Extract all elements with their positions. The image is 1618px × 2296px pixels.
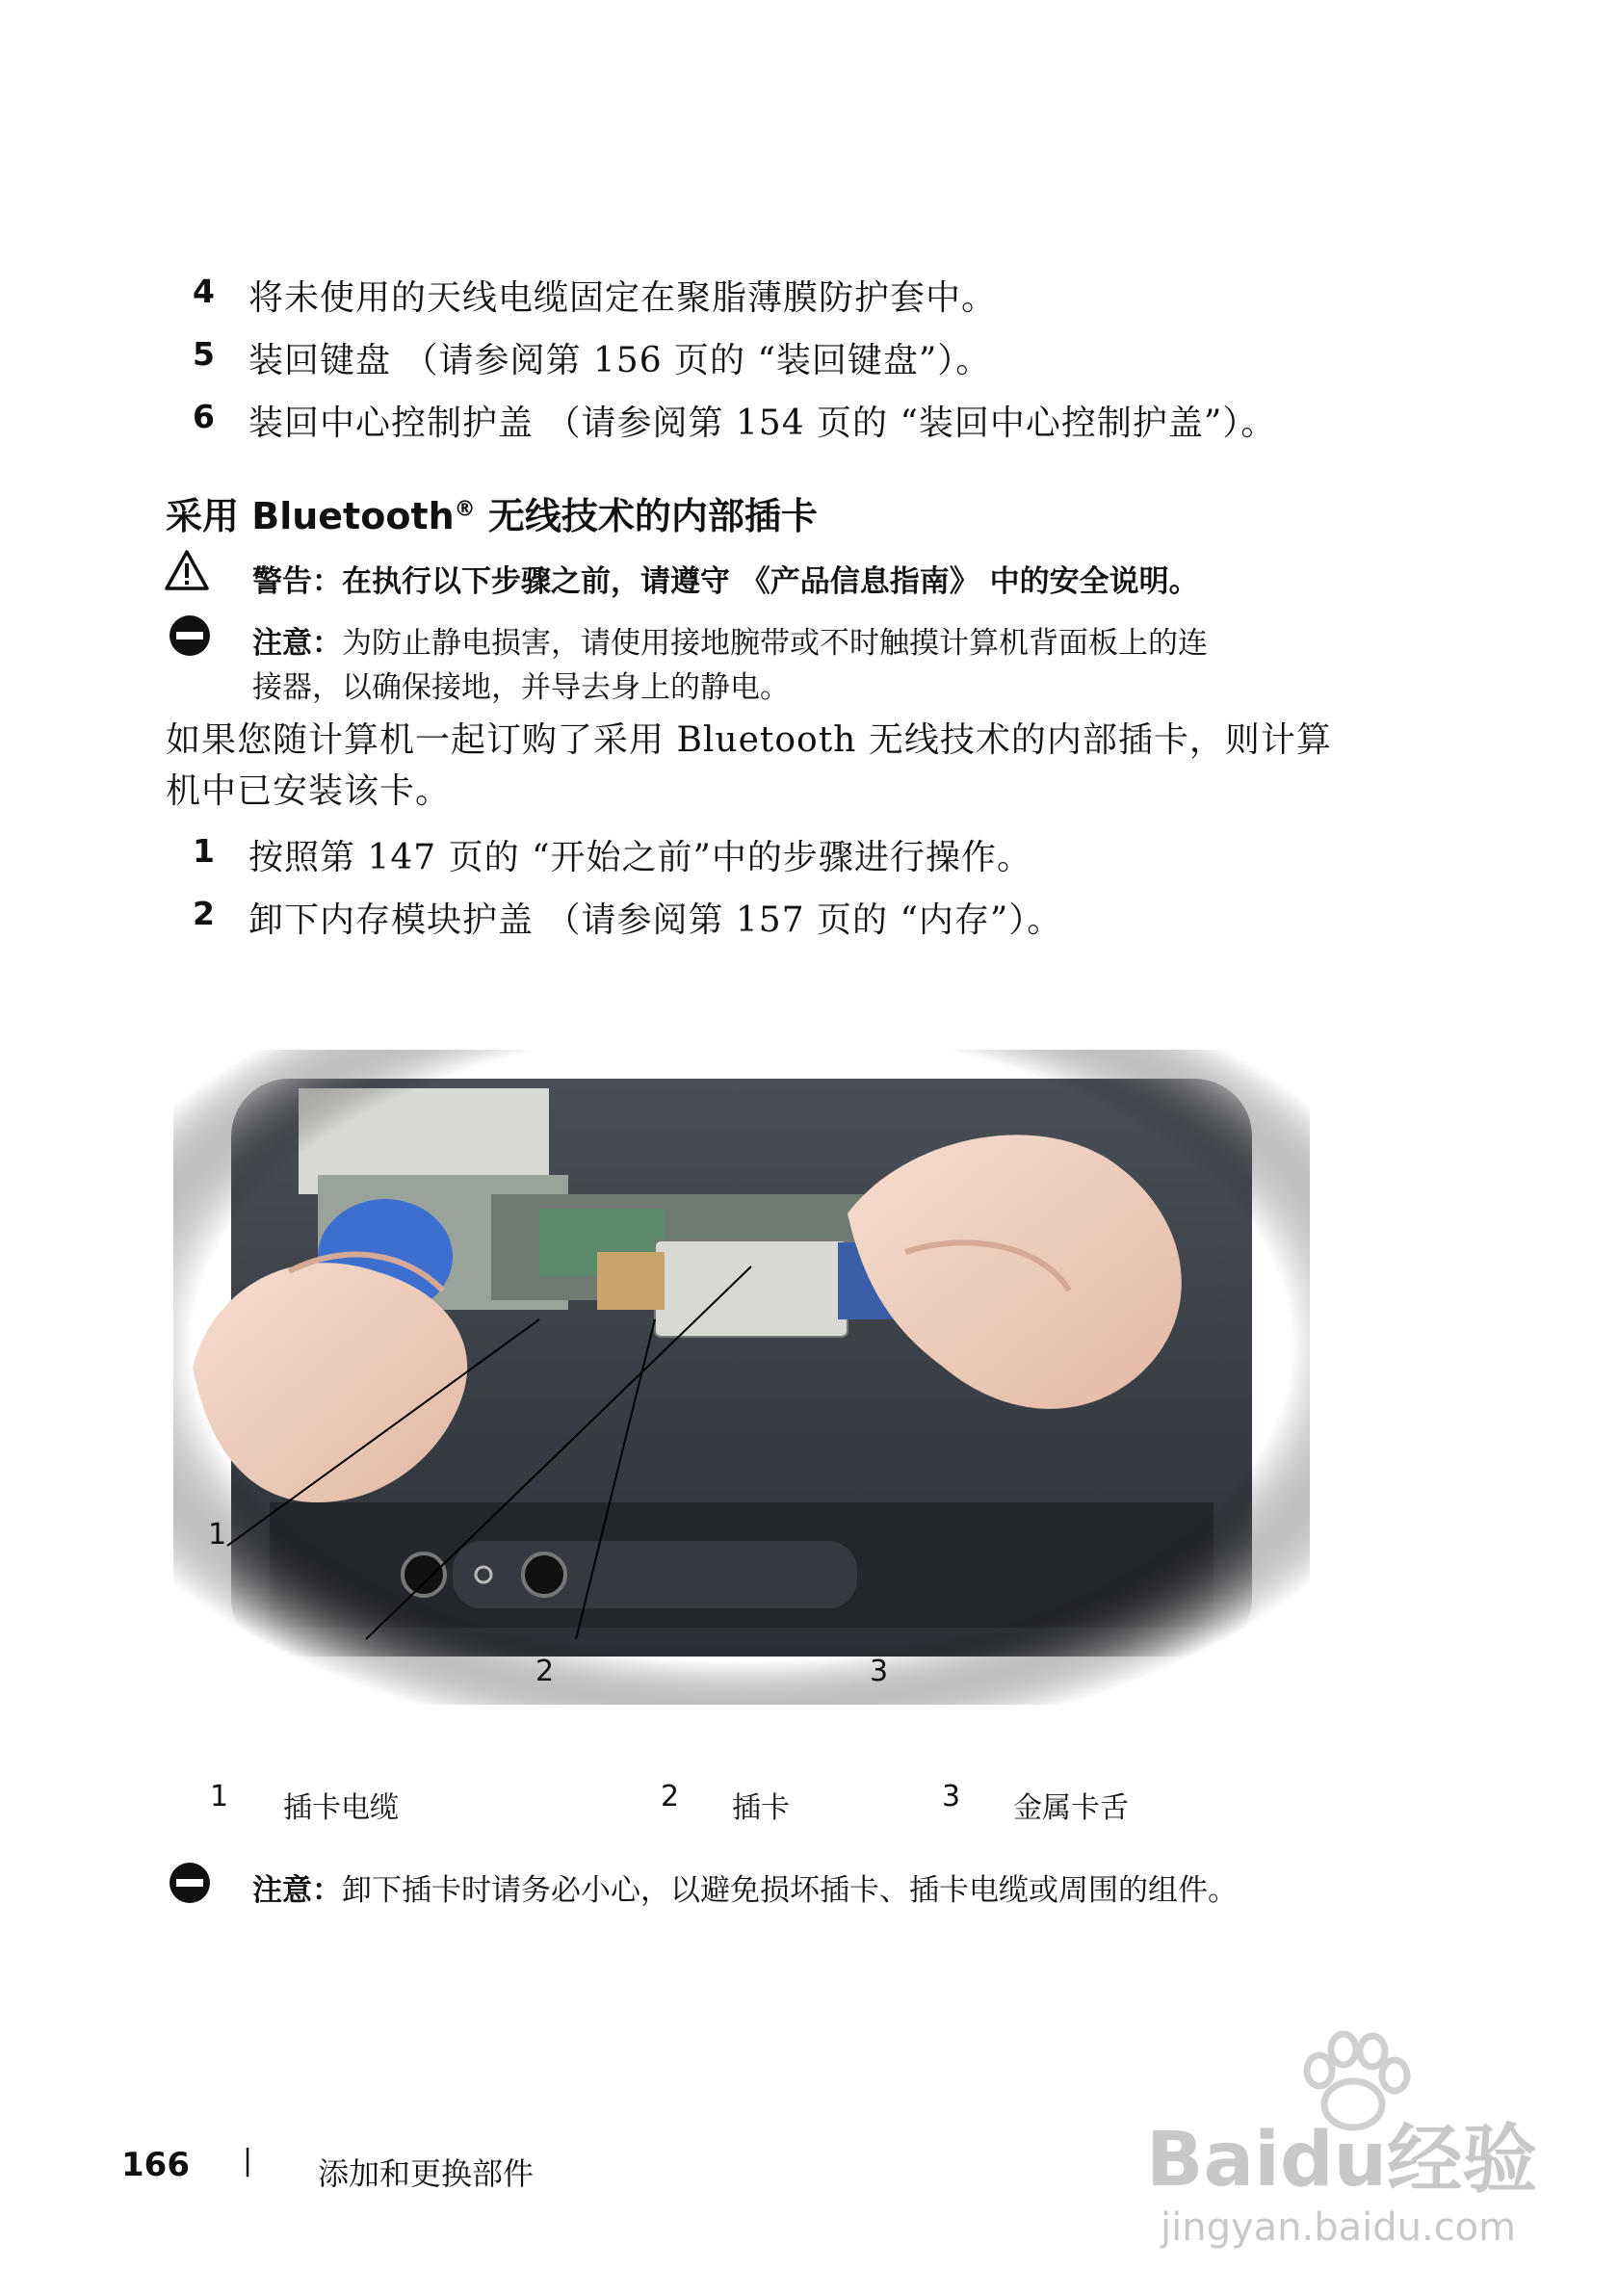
warning-triangle-icon: [164, 549, 210, 591]
chapter-title: 添加和更换部件: [318, 2155, 535, 2192]
section-title-suffix: 无线技术的内部插卡: [475, 495, 818, 537]
watermark-brand: Baidu经验: [1146, 2117, 1538, 2204]
step-number: 4: [193, 273, 215, 310]
step-number: 6: [193, 398, 215, 435]
notice-label: 注意：: [252, 626, 342, 661]
warning-label: 警告：: [252, 564, 342, 599]
step-number: 2: [193, 895, 215, 932]
legend-number: 3: [942, 1780, 961, 1813]
notice-body: 卸下插卡时请务必小心，以避免损坏插卡、插卡电缆或周围的组件。: [342, 1873, 1238, 1908]
notice-text: [252, 1866, 1238, 1909]
notice-icon: [168, 613, 212, 658]
notice-line-2: 接器，以确保接地，并导去身上的静电。: [252, 670, 790, 705]
notice-line-1: 为防止静电损害，请使用接地腕带或不时触摸计算机背面板上的连: [342, 626, 1208, 661]
intro-line-2: 机中已安装该卡。: [166, 771, 452, 811]
callout-number-3: 3: [870, 1655, 889, 1688]
step-text: 卸下内存模块护盖 （请参阅第 157 页的 “内存”）。: [248, 900, 1063, 940]
callout-number-2: 2: [535, 1655, 555, 1688]
legend-number: 2: [661, 1780, 680, 1813]
intro-line-1: 如果您随计算机一起订购了采用 Bluetooth 无线技术的内部插卡，则计算: [166, 720, 1332, 760]
legend-label: 插卡: [732, 1791, 790, 1825]
section-title-prefix: 采用 Bluetooth: [166, 495, 455, 537]
step-text: 按照第 147 页的 “开始之前”中的步骤进行操作。: [248, 838, 1032, 877]
notice-text: [252, 618, 1208, 662]
section-heading: [166, 486, 818, 539]
legend-label: 插卡电缆: [283, 1791, 399, 1825]
callout-number-1: 1: [208, 1518, 227, 1552]
notice-icon: [168, 1861, 212, 1905]
warning-text: [252, 557, 1199, 600]
legend-number: 1: [210, 1780, 229, 1813]
watermark-url: jingyan.baidu.com: [1161, 2205, 1517, 2250]
footer-separator: |: [243, 2144, 253, 2178]
warning-body: 在执行以下步骤之前，请遵守 《产品信息指南》 中的安全说明。: [342, 564, 1199, 599]
step-text: 将未使用的天线电缆固定在聚脂薄膜防护套中。: [248, 278, 998, 318]
bluetooth-card-photo: [173, 1050, 1310, 1705]
notice-label: 注意：: [252, 1873, 342, 1908]
step-number: 1: [193, 832, 215, 870]
legend-label: 金属卡舌: [1013, 1791, 1129, 1825]
registered-mark: ®: [454, 497, 476, 522]
step-number: 5: [193, 335, 215, 373]
step-text: 装回键盘 （请参阅第 156 页的 “装回键盘”）。: [248, 341, 992, 380]
step-text: 装回中心控制护盖 （请参阅第 154 页的 “装回中心控制护盖”）。: [248, 404, 1277, 443]
page-number: 166: [121, 2146, 190, 2184]
